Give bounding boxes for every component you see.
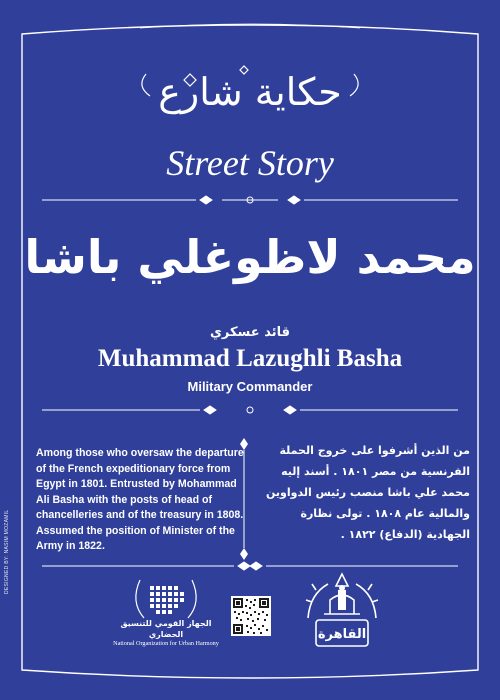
qr-code-icon[interactable] — [231, 596, 271, 636]
designer-credit: DESIGNED BY: NASIM MOZAMIL — [4, 509, 10, 594]
cairo-governorate-logo — [302, 568, 382, 652]
description-english: Among those who oversaw the departure of the French expeditionary force from Egypt in 1801. Entrusted by Mohammad Ali Basha with the posts of head of chancelleries and of the treasury in 1808. Assumed the position of Minister of the Army in 1822. — [36, 447, 244, 552]
cairo-logo-text: القاهرة — [317, 627, 367, 642]
footer-ornament — [42, 562, 458, 570]
role-arabic: قائد عسكري — [210, 325, 290, 340]
name-ornament — [42, 406, 458, 414]
name-arabic: محمد لاظوغلي باشا — [24, 230, 476, 284]
name-english: Muhammad Lazughli Basha — [97, 345, 403, 372]
description-arabic: من الذين أشرفوا على خروج الحملة الفرنسية من مصر ١٨٠١ . أسند إليه محمد علي باشا منصب رئيس الدواوين والمالية عام ١٨٠٨ . تولى نظارة الجهادية (الدفاع) ١٨٢٢ . — [266, 444, 470, 541]
title-ornament — [42, 196, 458, 204]
series-title-en: Street Story — [166, 143, 334, 183]
org-name-arabic: الجهاز القومي للتنسيق الحضاري — [120, 619, 212, 639]
column-divider — [232, 436, 256, 562]
urban-harmony-caption — [110, 618, 222, 648]
org-name-english: National Organization for Urban Harmony — [113, 640, 219, 647]
role-english: Military Commander — [187, 379, 313, 394]
series-title-ar: حكاية شارع — [158, 70, 342, 114]
